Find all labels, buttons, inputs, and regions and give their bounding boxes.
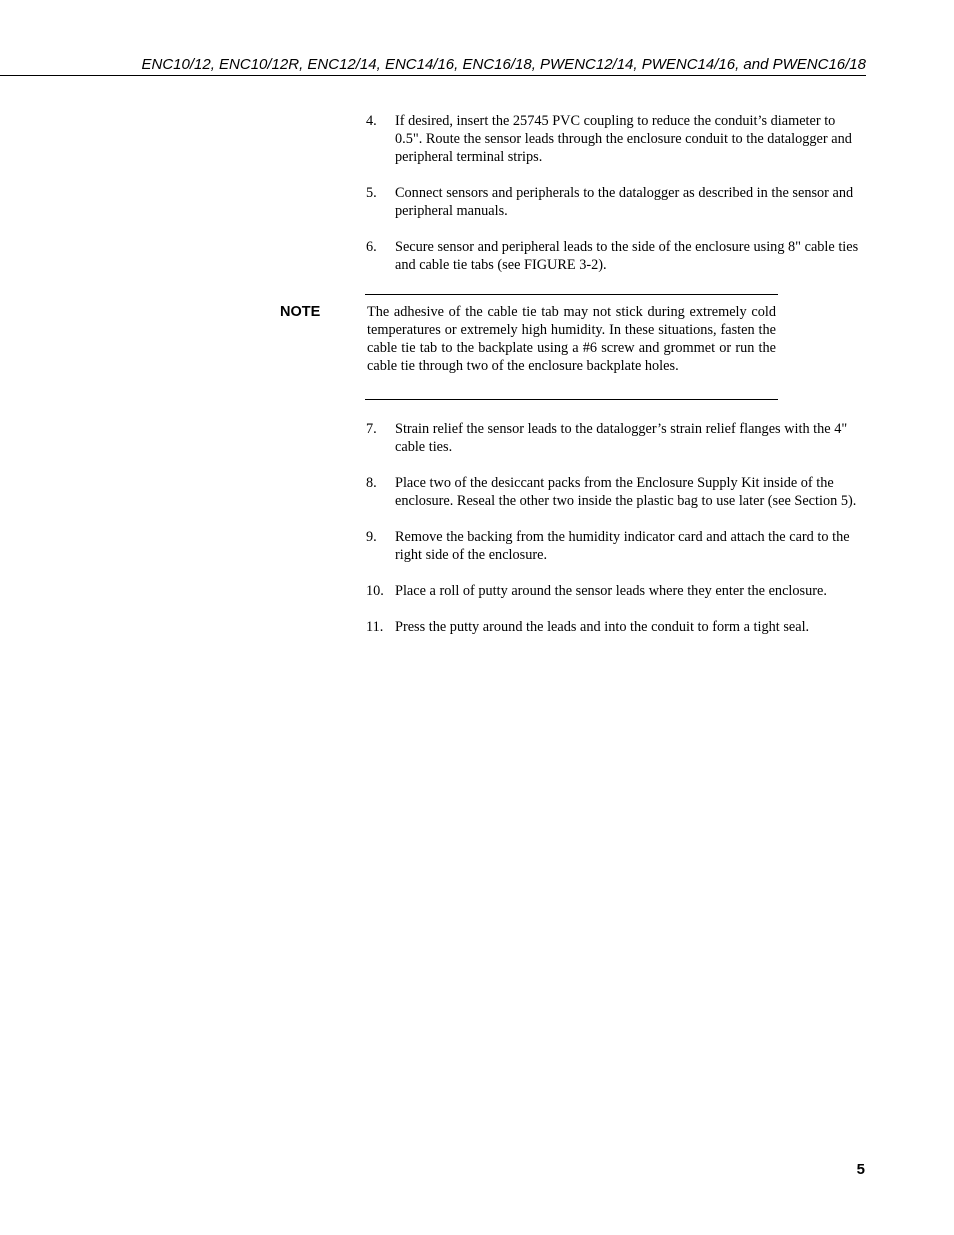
header-rule [0, 75, 866, 76]
step-number: 8. [366, 475, 377, 491]
step-number: 6. [366, 239, 377, 255]
step-text: Press the putty around the leads and into the conduit to form a tight seal. [395, 619, 810, 635]
step-text: Place a roll of putty around the sensor leads where they enter the enclosure. [395, 583, 827, 599]
step-text: Connect sensors and peripherals to the datalogger as described in the sensor and peripheral manuals. [395, 185, 854, 219]
step-text: Secure sensor and peripheral leads to the side of the enclosure using 8" cable ties and cable tie tabs (see FIGURE 3-2). [395, 239, 859, 273]
step-text: Strain relief the sensor leads to the datalogger’s strain relief flanges with the 4" cable ties. [395, 421, 848, 455]
step-text: If desired, insert the 25745 PVC coupling to reduce the conduit’s diameter to 0.5". Route the sensor leads through the enclosure conduit to the datalogger and peripheral terminal strips. [395, 113, 852, 165]
procedure-steps-part-2 [366, 420, 862, 654]
step-number: 9. [366, 529, 377, 545]
step-number: 5. [366, 185, 377, 201]
step-item [366, 474, 862, 510]
step-item [366, 528, 862, 564]
step-number: 4. [366, 113, 377, 129]
step-item [366, 238, 862, 274]
note-text: The adhesive of the cable tie tab may not stick during extremely cold temperatures or extremely high humidity. In these situations, fasten the cable tie tab to the backplate using a #6 screw and grommet or run the cable tie through two of the enclosure backplate holes. [367, 304, 776, 374]
step-item [366, 184, 862, 220]
note-box [365, 294, 778, 400]
step-number: 7. [366, 421, 377, 437]
step-number: 11. [366, 619, 384, 635]
step-text: Remove the backing from the humidity indicator card and attach the card to the right side of the enclosure. [395, 529, 850, 563]
step-item [366, 618, 862, 636]
page-number: 5 [856, 1161, 865, 1178]
step-number: 10. [366, 583, 384, 599]
step-item [366, 420, 862, 456]
step-item [366, 112, 862, 166]
step-text: Place two of the desiccant packs from the Enclosure Supply Kit inside of the enclosure. Reseal the other two inside the plastic bag to use later (see Section 5). [395, 475, 857, 509]
procedure-steps-part-1 [366, 112, 862, 292]
step-item [366, 582, 862, 600]
running-header: ENC10/12, ENC10/12R, ENC12/14, ENC14/16, ENC16/18, PWENC12/14, PWENC14/16, and PWENC16/18 [141, 56, 866, 73]
note-label: NOTE [280, 304, 321, 320]
